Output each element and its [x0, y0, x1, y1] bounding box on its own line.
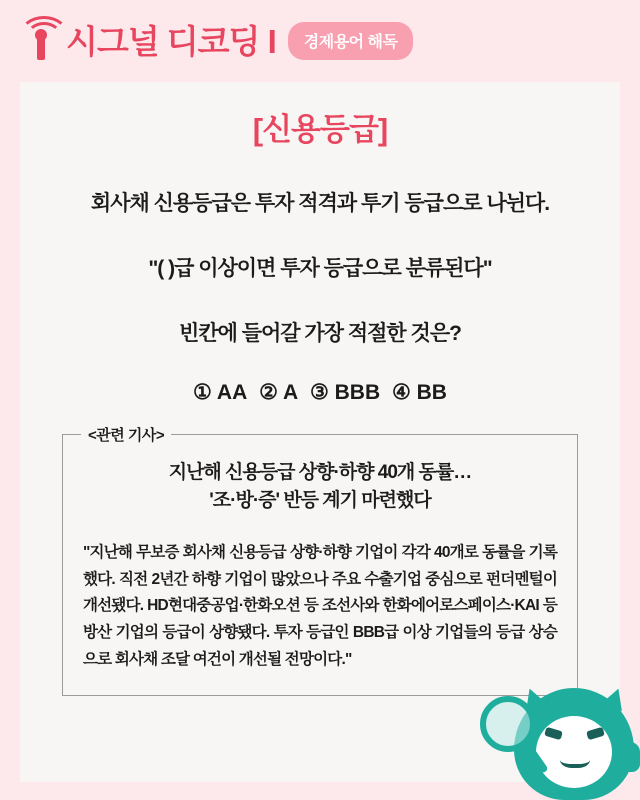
answer-choices [20, 380, 620, 405]
question-line-3: 빈칸에 들어갈 가장 적절한 것은? [179, 322, 461, 345]
brand-title: 시그널 디코딩 I [66, 22, 276, 60]
choice-2[interactable]: ② A [259, 381, 299, 404]
related-article-label: <관련 기사> [81, 424, 171, 445]
article-headline [63, 459, 577, 514]
monster-hand [618, 742, 640, 772]
monster-detective-mascot [450, 670, 640, 800]
question-line-1: 회사채 신용등급은 투자 적격과 투기 등급으로 나뉜다. [90, 192, 550, 215]
magnifier-icon [480, 696, 536, 752]
page-title: [신용등급] [252, 112, 388, 147]
page-header [0, 0, 640, 82]
question-line-2: "( )급 이상이면 투자 등급으로 분류된다" [148, 257, 492, 280]
article-headline-line-2: '조·방·증' 반등 계기 마련했다 [209, 489, 431, 511]
monster-mouth [560, 748, 590, 768]
signal-tower-icon [18, 18, 64, 64]
brand-badge: 경제용어 해독 [288, 22, 414, 60]
choice-3[interactable]: ③ BBB [309, 381, 381, 404]
choice-4[interactable]: ④ BB [391, 381, 447, 404]
article-body: "지난해 무보증 회사채 신용등급 상향·하향 기업이 각각 40개로 동률을 기록했다. 직전 2년간 하향 기업이 많았으나 주요 수출기업 중심으로 펀더멘털이 개선됐다. HD현대중공업·한화오션 등 조선사와 한화에어로스페이스·KAI 등 방산 기업의 등급이 상향됐다. 투자 등급인 BBB급 이상 기업들의 등급 상승으로 회사채 조달 여건이 개선될 전망이다." [83, 544, 557, 668]
article-headline-line-1: 지난해 신용등급 상향·하향 40개 동률… [168, 462, 472, 483]
related-article-box [62, 427, 578, 696]
choice-1[interactable]: ① AA [193, 381, 248, 404]
